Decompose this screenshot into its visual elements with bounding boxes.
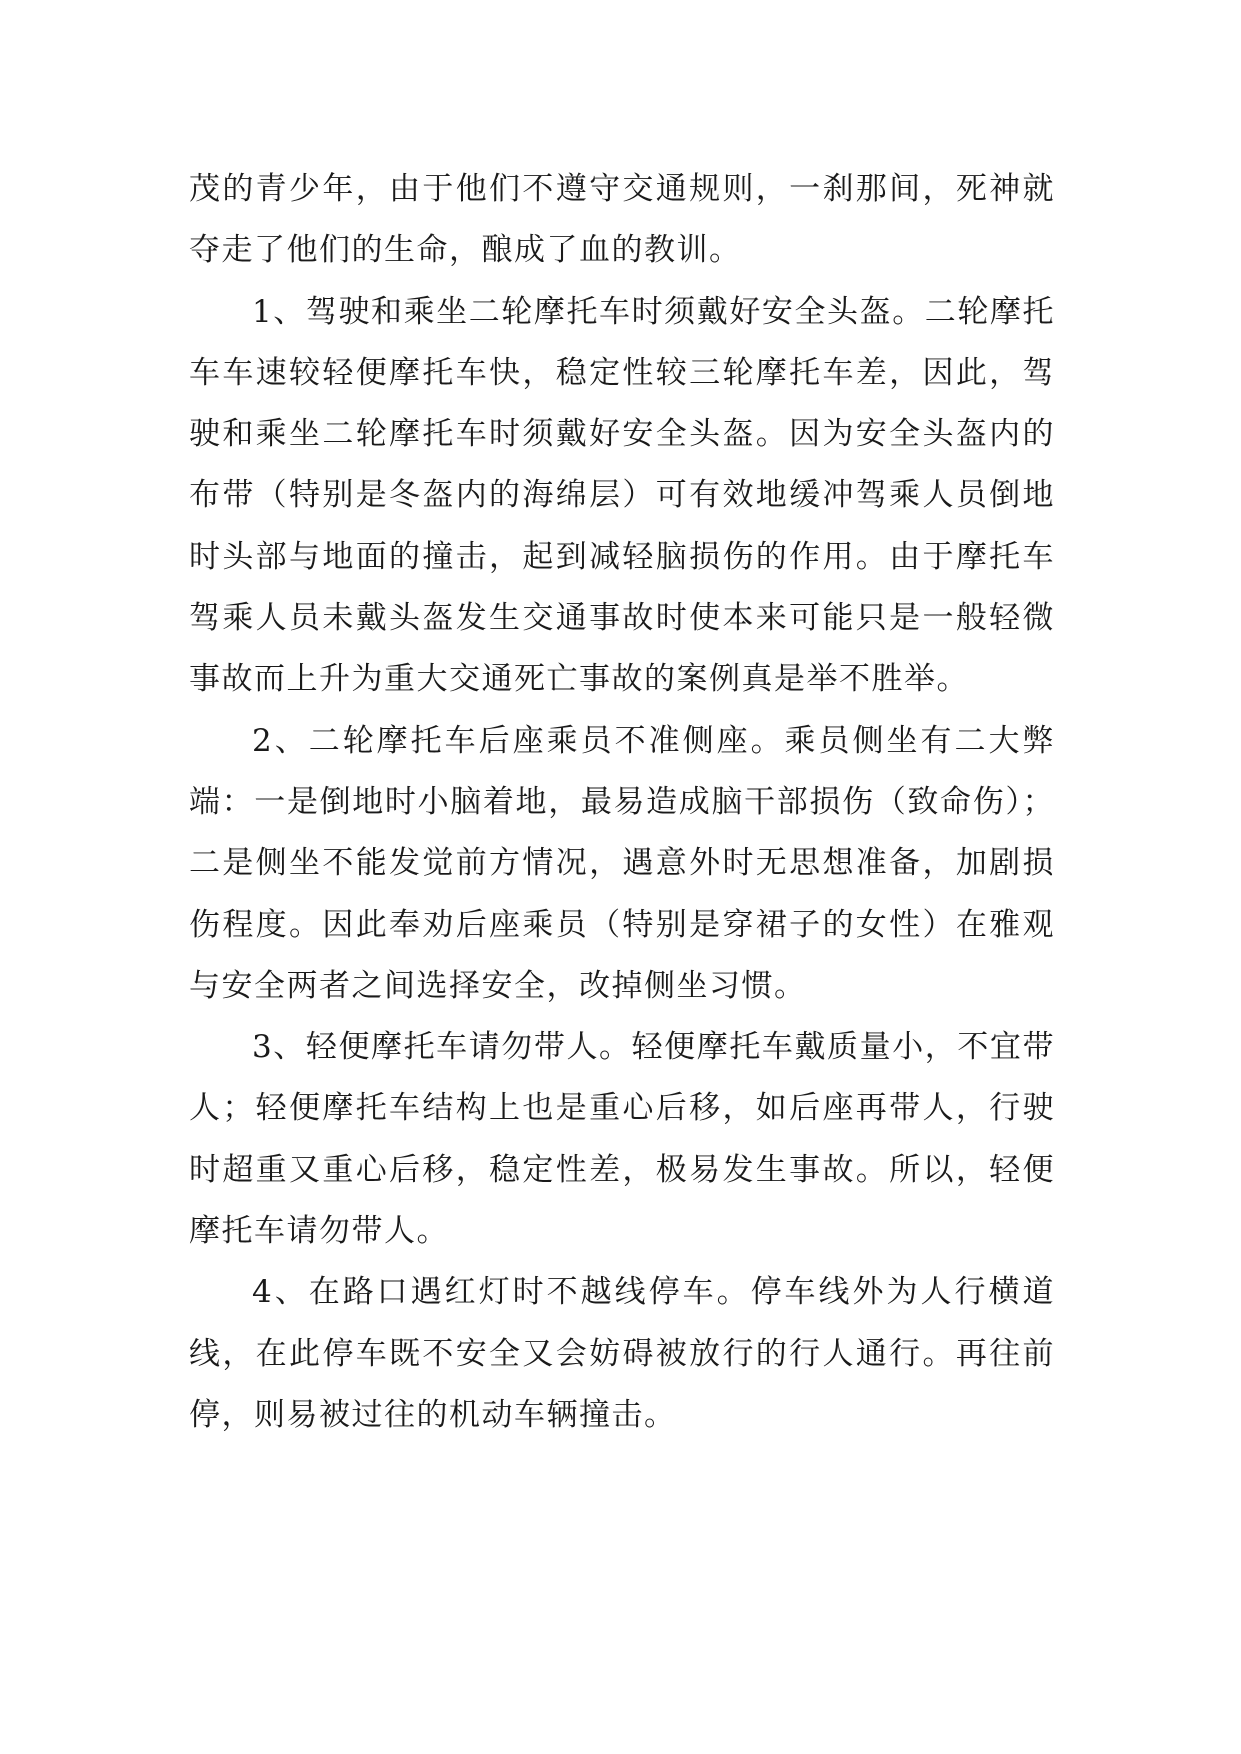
paragraph-continuation: 茂的青少年，由于他们不遵守交通规则，一刹那间，死神就夺走了他们的生命，酿成了血的教训。: [189, 171, 1055, 269]
paragraph-item-2-side-sitting: 2、二轮摩托车后座乘员不准侧座。乘员侧坐有二大弊端：一是倒地时小脑着地，最易造成脑干部损伤（致命伤）；二是侧坐不能发觉前方情况，遇意外时无思想准备，加剧损伤程度。因此奉劝后座乘员（特别是穿裙子的女性）在雅观与安全两者之间选择安全，改掉侧坐习惯。: [189, 722, 1055, 1004]
paragraph-item-3-light-motorcycle: 3、轻便摩托车请勿带人。轻便摩托车戴质量小，不宜带人；轻便摩托车结构上也是重心后移，如后座再带人，行驶时超重又重心后移，稳定性差，极易发生事故。所以，轻便摩托车请勿带人。: [189, 1029, 1055, 1250]
document-body: [189, 159, 1055, 1446]
paragraph-item-1-helmet: 1、驾驶和乘坐二轮摩托车时须戴好安全头盔。二轮摩托车车速较轻便摩托车快，稳定性较三轮摩托车差，因此，驾驶和乘坐二轮摩托车时须戴好安全头盔。因为安全头盔内的布带（特别是冬盔内的海绵层）可有效地缓冲驾乘人员倒地时头部与地面的撞击，起到减轻脑损伤的作用。由于摩托车驾乘人员未戴头盔发生交通事故时使本来可能只是一般轻微事故而上升为重大交通死亡事故的案例真是举不胜举。: [189, 293, 1055, 698]
paragraph-item-4-red-light: 4、在路口遇红灯时不越线停车。停车线外为人行横道线，在此停车既不安全又会妨碍被放行的行人通行。再往前停，则易被过往的机动车辆撞击。: [189, 1274, 1055, 1433]
